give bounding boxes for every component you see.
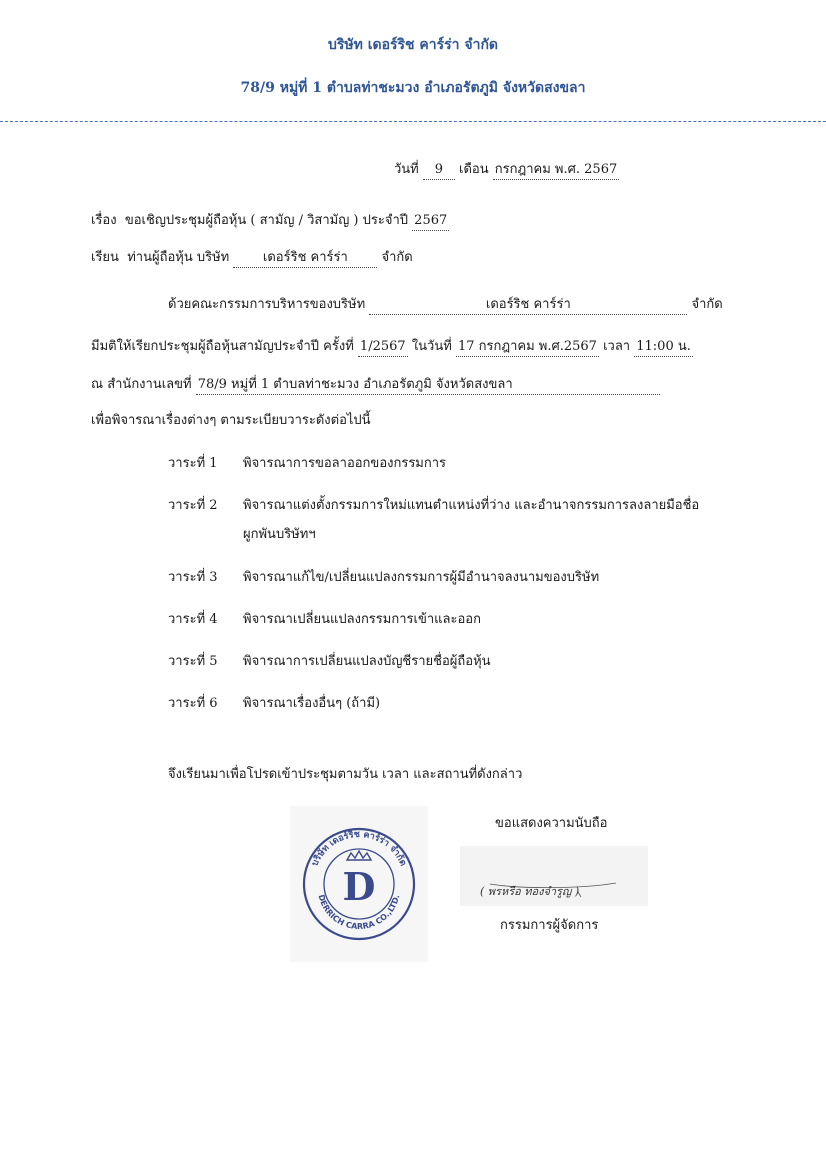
body-line-2 <box>91 338 693 357</box>
company-stamp <box>290 806 428 962</box>
recipient-label: เรียน <box>91 250 119 265</box>
date-line <box>394 161 619 180</box>
body-p1-prefix: ด้วยคณะกรรมการบริหารของบริษัท <box>168 297 366 312</box>
day-label: วันที่ <box>394 162 419 177</box>
agenda-text-2b: ผูกพันบริษัทฯ <box>243 527 316 542</box>
agenda-label-5: วาระที่ 5 <box>168 654 218 669</box>
agenda-text-5: พิจารณาการเปลี่ยนแปลงบัญชีรายชื่อผู้ถือหุ้น <box>243 654 491 669</box>
subject-text: ขอเชิญประชุมผู้ถือหุ้น ( สามัญ / วิสามัญ ) ประจำปี <box>124 213 409 228</box>
body-p2-date-label: ในวันที่ <box>411 339 452 354</box>
recipient-line <box>91 249 413 268</box>
day-value: 9 <box>423 161 455 180</box>
recipient-company: เดอร์ริช คาร์ร่า <box>233 249 377 268</box>
body-p2-time: 11:00 น. <box>634 338 693 357</box>
stamp-top-text: บริษัท เดอร์ริช คาร์ร่า จำกัด <box>310 829 408 868</box>
signature-area <box>460 846 648 906</box>
signature-name: ( พรหรือ ทองจำรูญ ) <box>480 885 580 898</box>
agenda-label-1: วาระที่ 1 <box>168 456 218 471</box>
body-p2-no: 1/2567 <box>358 338 408 357</box>
subject-label: เรื่อง <box>91 213 117 228</box>
agenda-text-4: พิจารณาเปลี่ยนแปลงกรรมการเข้าและออก <box>243 612 481 627</box>
body-p2-prefix: มีมติให้เรียกประชุมผู้ถือหุ้นสามัญประจำปี ครั้งที่ <box>91 339 354 354</box>
agenda-label-6: วาระที่ 6 <box>168 696 218 711</box>
agenda-label-4: วาระที่ 4 <box>168 612 218 627</box>
agenda-text-3: พิจารณาแก้ไข/เปลี่ยนแปลงกรรมการผู้มีอำนาจลงนามของบริษัท <box>243 570 600 585</box>
body-line-1 <box>168 296 723 315</box>
body-p1-suffix: จำกัด <box>691 297 723 312</box>
signatory-title: กรรมการผู้จัดการ <box>500 918 599 933</box>
body-p2-date: 17 กรกฎาคม พ.ศ.2567 <box>456 338 599 357</box>
subject-year: 2567 <box>412 212 449 231</box>
subject-line <box>91 212 449 231</box>
recipient-suffix: จำกัด <box>381 250 413 265</box>
closing-invite: จึงเรียนมาเพื่อโปรดเข้าประชุมตามวัน เวลา และสถานที่ดังกล่าว <box>168 767 523 782</box>
month-label: เดือน <box>459 162 489 177</box>
agenda-text-6: พิจารณาเรื่องอื่นๆ (ถ้ามี) <box>243 696 381 711</box>
agenda-text-2: พิจารณาแต่งตั้งกรรมการใหม่แทนตำแหน่งที่ว่าง และอำนาจกรรมการลงลายมือชื่อ <box>243 498 700 513</box>
company-name: บริษัท เดอร์ริช คาร์ร่า จำกัด <box>327 37 499 53</box>
recipient-text: ท่านผู้ถือหุ้น บริษัท <box>127 250 230 265</box>
stamp-monogram: D <box>342 864 376 909</box>
closing-regards: ขอแสดงความนับถือ <box>495 816 608 831</box>
stamp-bottom-text: DERRICH CARRA CO.,LTD. <box>316 893 402 932</box>
agenda-text-1: พิจารณาการขอลาออกของกรรมการ <box>243 456 447 471</box>
agenda-label-3: วาระที่ 3 <box>168 570 218 585</box>
agenda-label-2: วาระที่ 2 <box>168 498 218 513</box>
header-divider <box>0 121 826 122</box>
body-p3-prefix: ณ สำนักงานเลขที่ <box>91 377 192 392</box>
company-address: 78/9 หมู่ที่ 1 ตำบลท่าชะมวง อำเภอรัตภูมิ จังหวัดสงขลา <box>240 80 586 96</box>
body-p3-address: 78/9 หมู่ที่ 1 ตำบลท่าชะมวง อำเภอรัตภูมิ จังหวัดสงขลา <box>196 376 660 395</box>
stamp-seal-icon <box>290 806 428 962</box>
month-year-value: กรกฎาคม พ.ศ. 2567 <box>493 161 619 180</box>
body-line-3 <box>91 376 660 395</box>
body-p1-company: เดอร์ริช คาร์ร่า <box>369 296 687 315</box>
body-p2-time-label: เวลา <box>603 339 631 354</box>
body-line-4: เพื่อพิจารณาเรื่องต่างๆ ตามระเบียบวาระดังต่อไปนี้ <box>91 413 371 428</box>
